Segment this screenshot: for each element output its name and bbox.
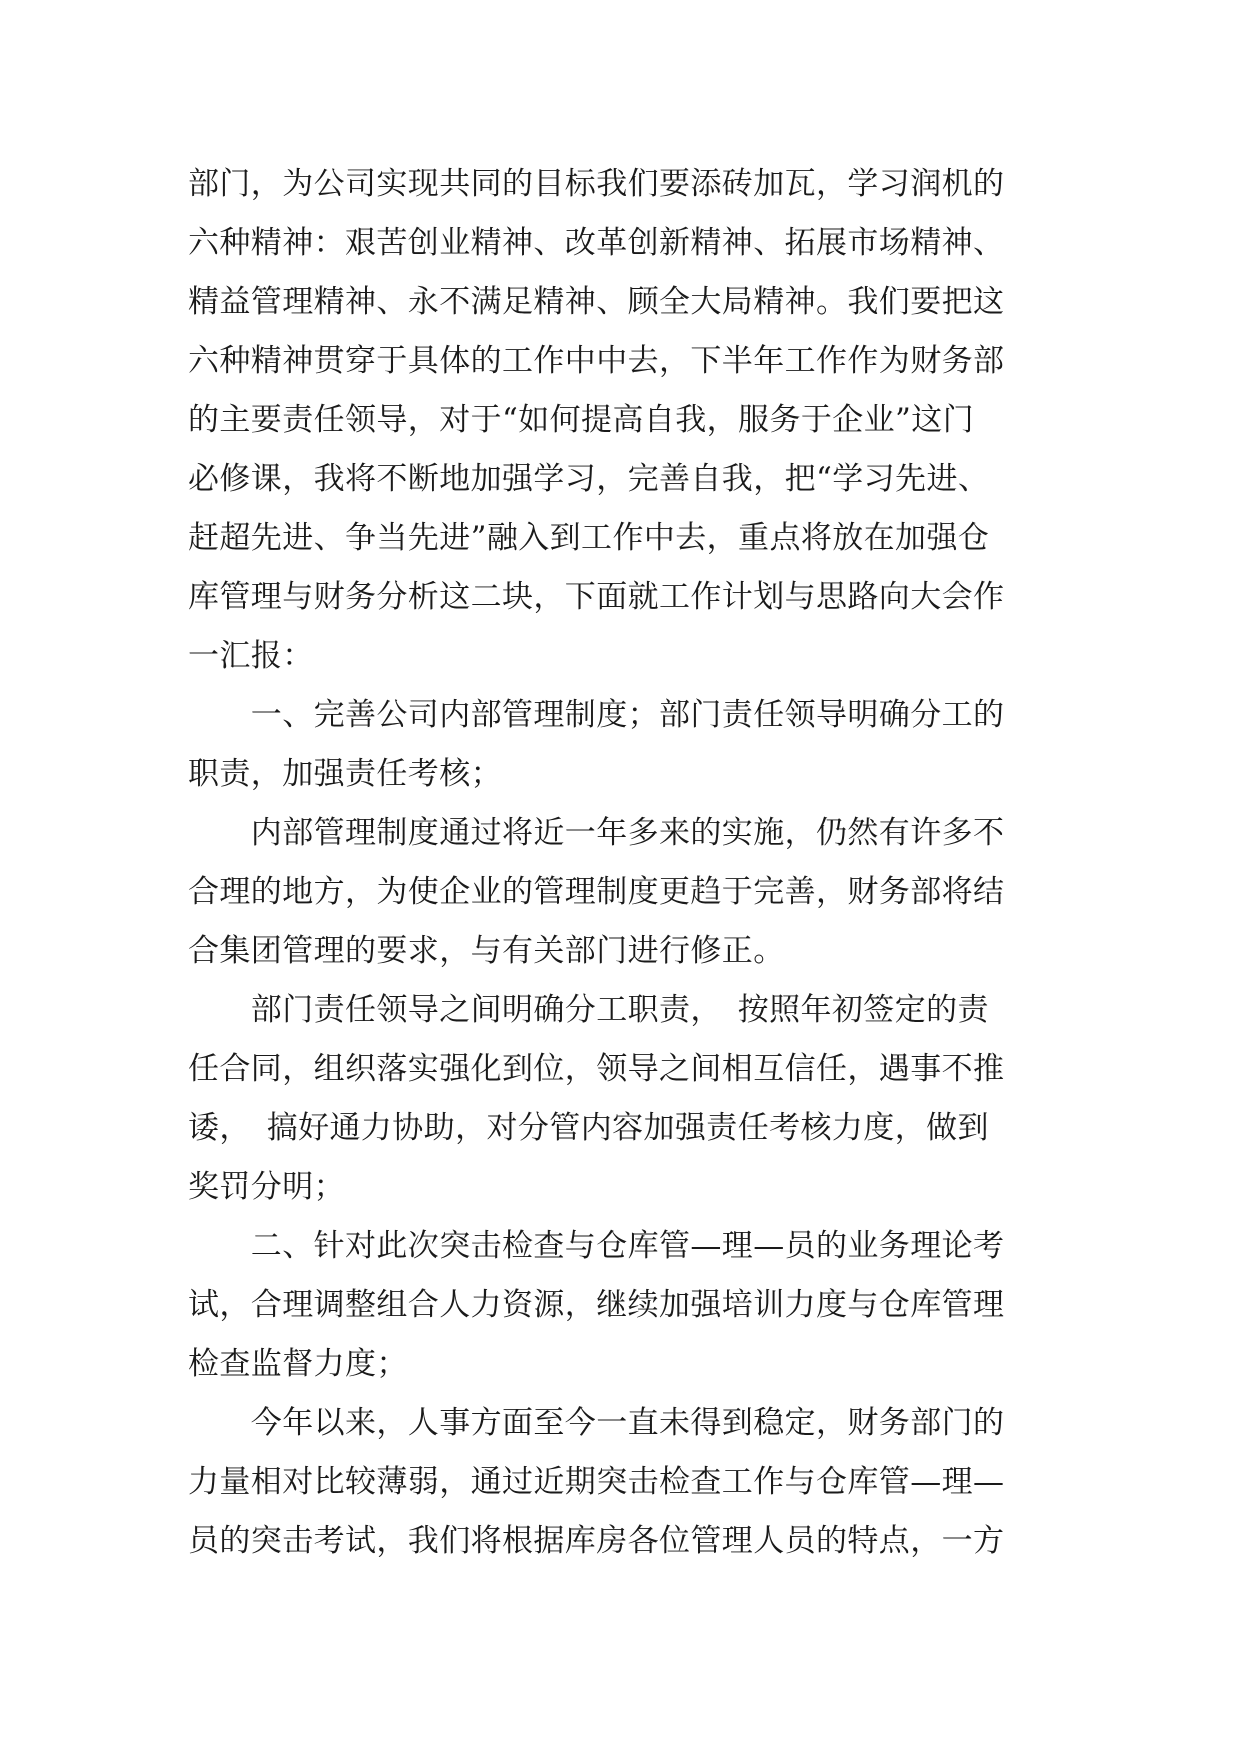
text-line: 精益管理精神、永不满足精神、顾全大局精神。我们要把这: [188, 284, 1005, 320]
text-line: 六种精神：艰苦创业精神、改革创新精神、拓展市场精神、: [188, 225, 1005, 261]
text-line: 库管理与财务分析这二块，下面就工作计划与思路向大会作: [188, 579, 1005, 615]
text-line: 必修课，我将不断地加强学习，完善自我，把“学习先进、: [188, 461, 990, 497]
text-line: 职责，加强责任考核；: [188, 756, 502, 792]
text-line: 一、完善公司内部管理制度；部门责任领导明确分工的: [188, 697, 1005, 733]
text-line: 合集团管理的要求，与有关部门进行修正。: [188, 933, 785, 969]
text-line: 部门，为公司实现共同的目标我们要添砖加瓦，学习润机的: [188, 166, 1005, 202]
text-line: 赶超先进、争当先进”融入到工作中去，重点将放在加强仓: [188, 520, 990, 556]
text-line: 一汇报：: [188, 638, 314, 674]
text-line: 检查监督力度；: [188, 1346, 408, 1382]
text-line: 的主要责任领导，对于“如何提高自我，服务于企业”这门: [188, 402, 975, 438]
text-line: 二、针对此次突击检查与仓库管—理—员的业务理论考: [188, 1228, 1005, 1264]
text-line: 试，合理调整组合人力资源，继续加强培训力度与仓库管理: [188, 1287, 1005, 1323]
text-line: 六种精神贯穿于具体的工作中中去，下半年工作作为财务部: [188, 343, 1005, 379]
text-line: 内部管理制度通过将近一年多来的实施，仍然有许多不: [188, 815, 1005, 851]
text-line: 任合同，组织落实强化到位，领导之间相互信任，遇事不推: [188, 1051, 1005, 1087]
text-line: 员的突击考试，我们将根据库房各位管理人员的特点，一方: [188, 1523, 1005, 1559]
text-line: 部门责任领导之间明确分工职责， 按照年初签定的责: [188, 992, 989, 1028]
text-line: 今年以来，人事方面至今一直未得到稳定，财务部门的: [188, 1405, 1005, 1441]
text-line: 力量相对比较薄弱，通过近期突击检查工作与仓库管—理—: [188, 1464, 1005, 1500]
text-line: 诿， 搞好通力协助，对分管内容加强责任考核力度，做到: [188, 1110, 989, 1146]
text-line: 奖罚分明；: [188, 1169, 345, 1205]
text-line: 合理的地方，为使企业的管理制度更趋于完善，财务部将结: [188, 874, 1005, 910]
document-body: [188, 155, 1078, 1571]
